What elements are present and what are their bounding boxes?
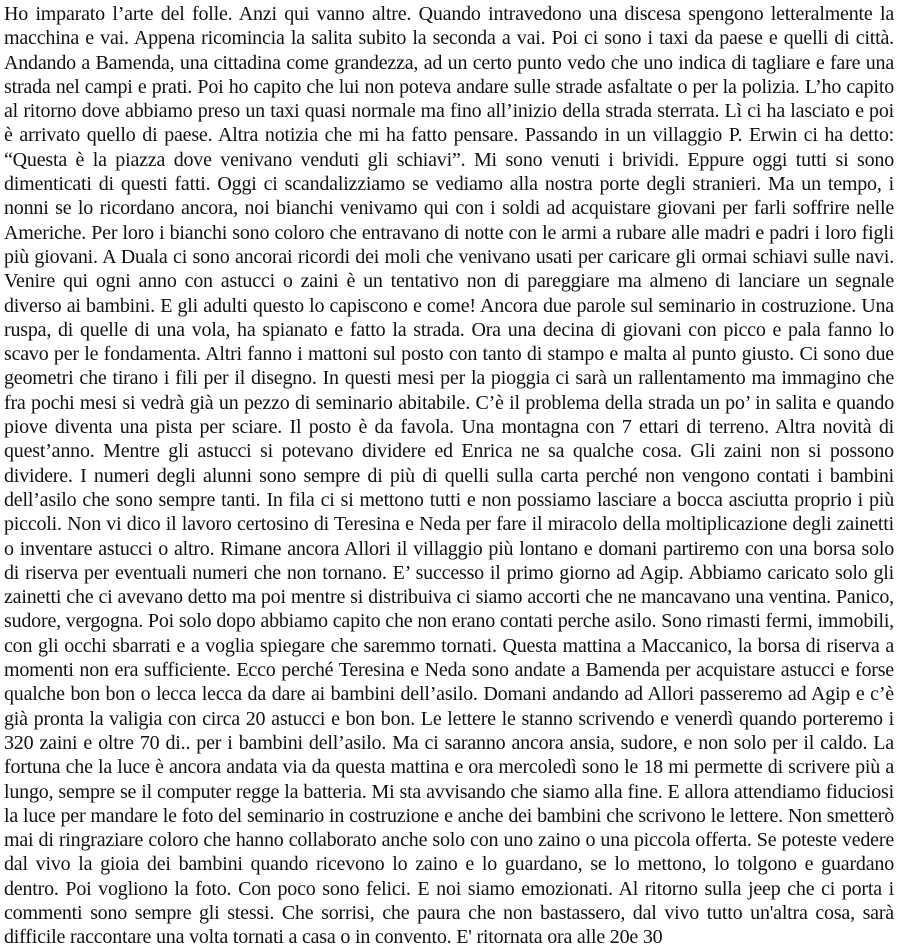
body-paragraph: Ho imparato l’arte del folle. Anzi qui vanno altre. Quando intravedono una discesa spengono letteralmente la macchina e vai. Appena ricomincia la salita subito la seconda a vai. Poi ci sono i taxi da paese e quelli di città. Andando a Bamenda, una cittadina come grandezza, ad un certo punto vedo che uno indica di tagliare e fare una strada nel campi e prati. Poi ho capito che lui non poteva andare sulle strade asfaltate o per la polizia. L’ho capito al ritorno dove abbiamo preso un taxi quasi normale ma fino all’inizio della strada sterrata. Lì ci ha lasciato e poi è arrivato quello di paese. Altra notizia che mi ha fatto pensare. Passando in un villaggio P. Erwin ci ha detto: “Questa è la piazza dove venivano venduti gli schiavi”. Mi sono venuti i brividi. Eppure oggi tutti si sono dimenticati di questi fatti. Oggi ci scandalizziamo se vediamo alla nostra porte degli stranieri. Ma un tempo, i nonni se lo ricordano ancora, noi bianchi venivamo qui con i soldi ad acquistare giovani per farli soffrire nelle Americhe. Per loro i bianchi sono coloro che entravano di notte con le armi a rubare alle madri e padri i loro figli più giovani. A Duala ci sono ancorai ricordi dei moli che venivano usati per caricare gli ormai schiavi sulle navi. Venire qui ogni anno con astucci o zaini è un tentativo non di pareggiare ma almeno di lanciare un segnale diverso ai bambini. E gli adulti questo lo capiscono e come! Ancora due parole sul seminario in costruzione. Una ruspa, di quelle di una vola, ha spianato e fatto la strada. Ora una decina di giovani con picco e pala fanno lo scavo per le fondamenta. Altri fanno i mattoni sul posto con tanto di stampo e malta al punto giusto. Ci sono due geometri che tirano i fili per il disegno. In questi mesi per la pioggia ci sarà un rallentamento ma immagino che fra pochi mesi si vedrà già un pezzo di seminario abitabile. C’è il problema della strada un po’ in salita e quando piove diventa una pista per sciare. Il posto è da favola. Una montagna con 7 ettari di terreno. Altra novità di quest’anno. Mentre gli astucci si potevano dividere ed Enrica ne sa qualche cosa. Gli zaini non si possono dividere. I numeri degli alunni sono sempre di più di quelli sulla carta perché non vengono contati i bambini dell’asilo che sono sempre tanti. In fila ci si mettono tutti e non possiamo lasciare a bocca asciutta proprio i più piccoli. Non vi dico il lavoro certosino di Teresina e Neda per fare il miracolo della moltiplicazione degli zainetti o inventare astucci o altro. Rimane ancora Allori il villaggio più lontano e domani partiremo con una borsa solo di riserva per eventuali numeri che non tornano. E’ successo il primo giorno ad Agip. Abbiamo caricato solo gli zainetti che ci avevano detto ma poi mentre si distribuiva ci siamo accorti che ne mancavano una ventina. Panico, sudore, vergogna. Poi solo dopo abbiamo capito che non erano contati perche asilo. Sono rimasti fermi, immobili, con gli occhi sbarrati e a voglia spiegare che saremmo tornati. Questa mattina a Maccanico, la borsa di riserva a momenti non era sufficiente. Ecco perché Teresina e Neda sono andate a Bamenda per acquistare astucci e forse qualche bon bon o lecca lecca da dare ai bambini dell’asilo. Domani andando ad Allori passeremo ad Agip e c’è già pronta la valigia con circa 20 astucci e bon bon. Le lettere le stanno scrivendo e venerdì quando porteremo i 320 zaini e oltre 70 di.. per i bambini dell’asilo. Ma ci saranno ancora ansia, sudore, e non solo per il caldo. La fortuna che la luce è ancora andata via da questa mattina e ora mercoledì sono le 18 mi permette di scrivere più a lungo, sempre se il computer regge la batteria. Mi sta avvisando che siamo alla fine. E allora attendiamo fiduciosi la luce per mandare le foto del seminario in costruzione e anche dei bambini che scrivono le lettere. Non smetterò mai di ringraziare coloro che hanno collaborato anche solo con uno zaino o una piccola offerta. Se poteste vedere dal vivo la gioia dei bambini quando ricevono lo zaino e lo guardano, se lo mettono, lo tolgono e guardano dentro. Poi vogliono la foto. Con poco sono felici. E noi siamo emozionati. Al ritorno sulla jeep che ci porta i commenti sono sempre gli stessi. Che sorrisi, che paura che non bastassero, dal vivo tutto un'altra cosa, sarà difficile raccontare una volta tornati a casa o in convento. E' ritornata ora alle 20e 30 — [4, 3, 894, 949]
